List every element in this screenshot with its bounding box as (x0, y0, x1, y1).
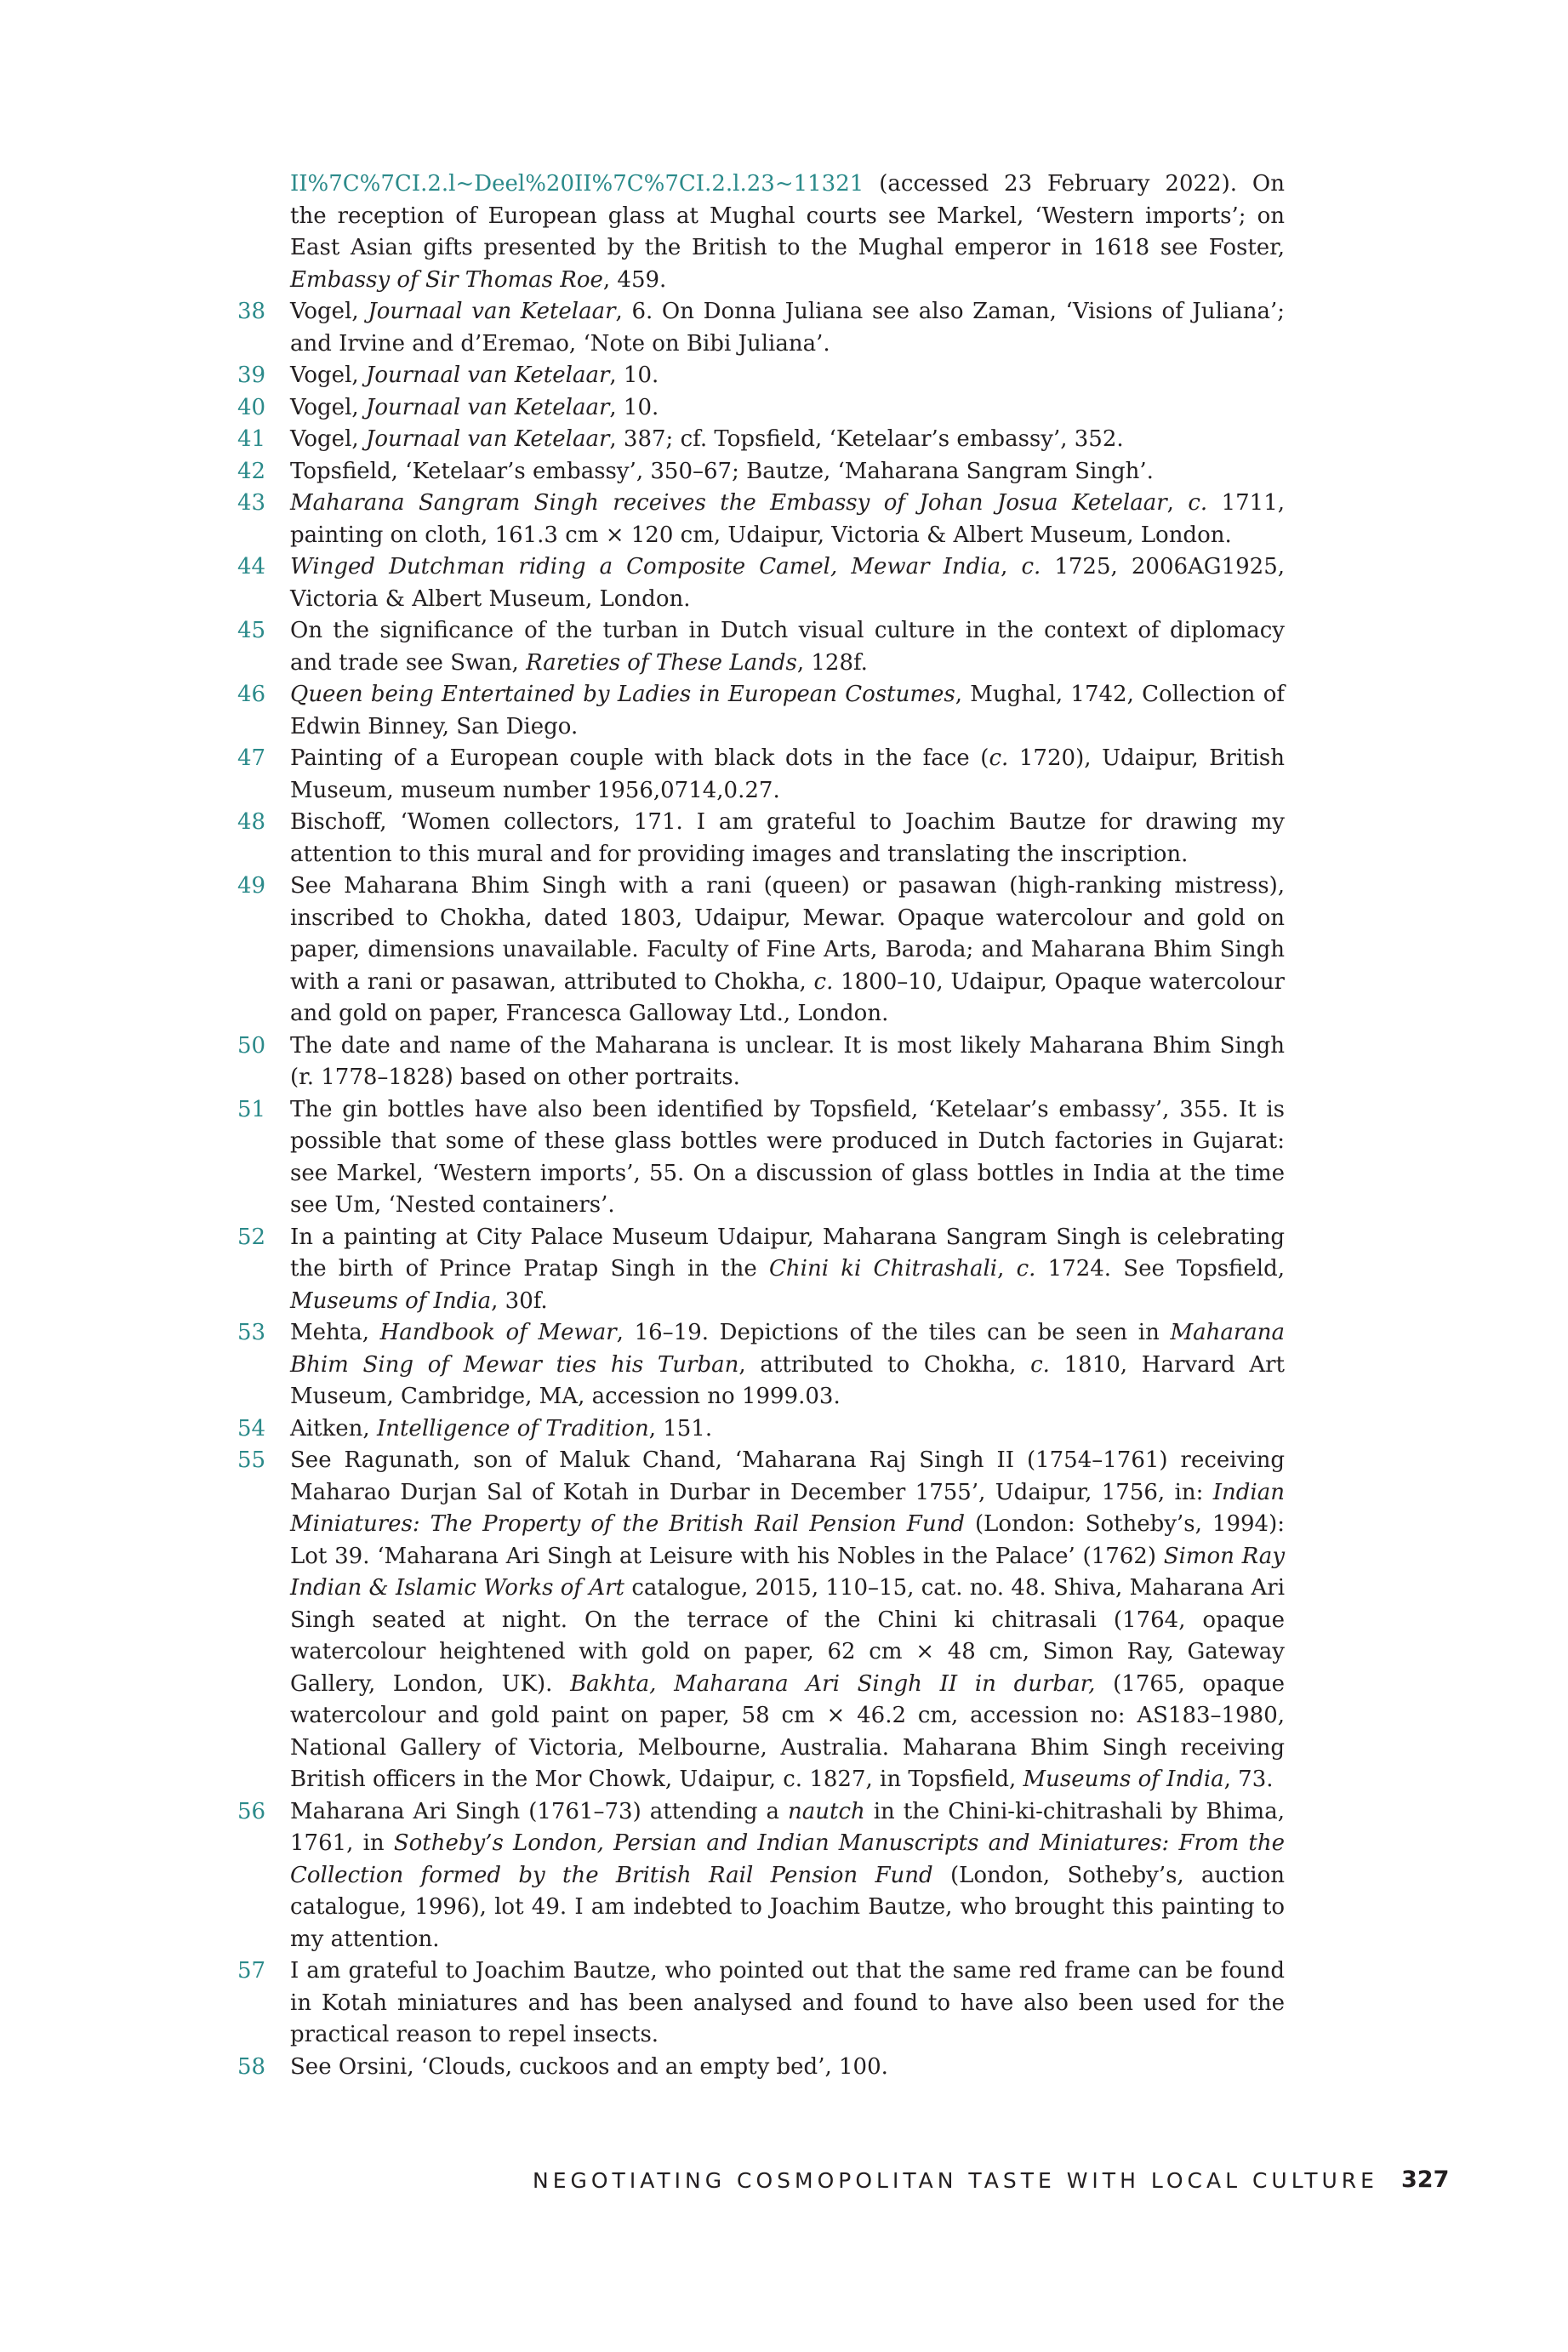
endnote-italic-text: Sotheby’s London, Persian and Indian Manuscripts and Miniatures: From the Collection formed by the British Rail Pension Fund (290, 1830, 1285, 1888)
endnote-text: , 128f. (796, 649, 868, 676)
endnote-text: , 10. (609, 363, 659, 388)
endnote-number: 41 (237, 426, 266, 452)
endnote-text: Painting of a European couple with black dots in the face ( (290, 745, 989, 771)
endnote-text: 1711, painting on cloth, 161.3 cm × 120 cm, Udaipur, Victoria & Albert Museum, London. (290, 490, 1286, 548)
endnote-italic-text: Maharana Sangram Singh receives the Embassy of Johan Josua Ketelaar (290, 490, 1167, 516)
endnote-text: , 10. (609, 394, 659, 420)
endnote (237, 2052, 1285, 2084)
endnote-text: (London, Sotheby’s, auction catalogue, 1996), lot 49. I am indebted to Joachim Bautze, who brought this painting to my attention. (290, 1862, 1285, 1952)
endnote-text: (London: Sotheby’s, 1994): Lot 39. ‘Maharana Ari Singh at Leisure with his Nobles in the Palace’ (1762) (290, 1511, 1285, 1569)
endnote-italic-text: Museums of India (290, 1287, 492, 1314)
endnote-text: , 73. (1223, 1767, 1274, 1792)
endnote (237, 360, 1285, 392)
endnote-italic-text: Bakhta, Maharana Ari Singh II in durbar, (570, 1670, 1096, 1697)
endnote (237, 871, 1285, 1030)
endnote-text: Bischoff, ‘Women collectors, 171. I am grateful to Joachim Bautze for drawing my attention to this mural and for providing images and translating the inscription. (290, 809, 1285, 867)
endnote-text: catalogue, 2015, 110–15, cat. no. 48. Shiva, Maharana Ari Singh seated at night. On the terrace of the Chini ki chitrasali (1764, opaque watercolour heightened with gold on paper, 62 cm × 48 cm, Simon Ray, Gateway Gallery, London, UK). (290, 1575, 1286, 1697)
endnote-number: 47 (237, 745, 266, 771)
endnote-text: 1800–10, Udaipur, Opaque watercolour and gold on paper, Francesca Galloway Ltd., London. (290, 968, 1285, 1026)
endnote-number: 45 (237, 618, 266, 643)
endnote (237, 1317, 1285, 1413)
endnote-text: , 30f. (491, 1287, 548, 1314)
endnote-number: 54 (237, 1415, 266, 1441)
endnote (237, 743, 1285, 807)
endnote-text: See Orsini, ‘Clouds, cuckoos and an empty bed’, 100. (290, 2053, 888, 2080)
endnote-italic-text: c. (1021, 554, 1041, 579)
endnote-text: Aitken, (290, 1415, 377, 1441)
endnote-italic-text: Rareties of These Lands (526, 649, 797, 676)
endnote-number: 44 (237, 554, 266, 579)
endnote-text: Vogel, (290, 394, 366, 420)
endnote-text: 1720), Udaipur, British Museum, museum number 1956,0714,0.27. (290, 745, 1285, 803)
endnote-text: , 16–19. Depictions of the tiles can be seen in (616, 1320, 1171, 1345)
endnote-number: 40 (237, 394, 266, 420)
endnote-text: , (1166, 490, 1189, 516)
endnote (237, 551, 1285, 615)
endnote-italic-text: Queen being Entertained by Ladies in European Costumes (290, 682, 955, 707)
endnote-italic-text: Chini ki Chitrashali (769, 1256, 998, 1282)
endnote (237, 1222, 1285, 1318)
endnote-url-link[interactable]: II%7C%7CI.2.l~Deel%20II%7C%7CI.2.l.23~11321 (290, 171, 864, 197)
endnote-number: 51 (237, 1096, 266, 1122)
endnote-number: 38 (237, 299, 266, 324)
endnote (237, 392, 1285, 425)
endnote (237, 1445, 1285, 1796)
endnote-number: 57 (237, 1958, 266, 1984)
endnote-text: , (997, 1256, 1017, 1282)
endnote (237, 296, 1285, 360)
endnote-number: 48 (237, 809, 266, 835)
endnote (237, 1796, 1285, 1956)
endnote-text: 1724. See Topsfield, (1035, 1256, 1286, 1282)
page-number: 327 (1401, 2166, 1450, 2193)
endnote-italic-text: c. (1016, 1256, 1036, 1282)
endnote-italic-text: Winged Dutchman riding a Composite Camel, Mewar India (290, 554, 1001, 579)
endnote-italic-text: nautch (788, 1798, 865, 1824)
endnote-text: 1725, 2006AG1925, Victoria & Albert Museum, London. (290, 554, 1286, 612)
endnote-text: , 151. (648, 1415, 713, 1441)
endnote-number: 52 (237, 1224, 266, 1250)
endnote-text: I am grateful to Joachim Bautze, who pointed out that the same red frame can be found in Kotah miniatures and has been analysed and found to have also been used for the practical reason to repel insects. (290, 1958, 1285, 2047)
endnote (237, 168, 1285, 296)
endnote-italic-text: c. (989, 745, 1009, 771)
endnote (237, 1955, 1285, 2052)
endnote (237, 424, 1285, 456)
endnote-text: The date and name of the Maharana is unclear. It is most likely Maharana Bhim Singh (r. 1778–1828) based on other portraits. (290, 1032, 1285, 1090)
endnote-italic-text: c. (813, 968, 834, 995)
endnote-number: 43 (237, 490, 266, 516)
endnote-text: Topsfield, ‘Ketelaar’s embassy’, 350–67; Bautze, ‘Maharana Sangram Singh’. (290, 458, 1154, 484)
endnote-text: , 459. (602, 266, 667, 293)
endnotes-list (237, 168, 1285, 2083)
endnote-number: 42 (237, 458, 266, 484)
endnote-italic-text: Journaal van Ketelaar (365, 426, 610, 452)
endnote-italic-text: c. (1030, 1351, 1050, 1378)
endnote-text: See Maharana Bhim Singh with a rani (queen) or pasawan (high-ranking mistress), inscribed to Chokha, dated 1803, Udaipur, Mewar. Opaque watercolour and gold on paper, dimensions unavailable. Faculty of Fine Arts, Baroda; and Maharana Bhim Singh with a rani or pasawan, attributed to Chokha, (290, 873, 1285, 995)
endnote-text: Mehta, (290, 1320, 380, 1345)
endnote-text: (1765, opaque watercolour and gold paint on paper, 58 cm × 46.2 cm, accession no: AS183–1980, National Gallery of Victoria, Melbourne, Australia. Maharana Bhim Singh receiving British officers in the Mor Chowk, Udaipur, c. 1827, in Topsfield, (290, 1670, 1285, 1792)
endnote-number: 49 (237, 873, 266, 899)
endnote-italic-text: Simon Ray Indian & Islamic Works of Art (290, 1543, 1286, 1601)
endnote-italic-text: Maharana Bhim Sing of Mewar ties his Turban (290, 1320, 1286, 1378)
endnote-text: In a painting at City Palace Museum Udaipur, Maharana Sangram Singh is celebrating the birth of Prince Pratap Singh in the (290, 1224, 1285, 1282)
endnote-italic-text: c. (1188, 490, 1208, 516)
endnote-number: 53 (237, 1320, 266, 1345)
endnote-text: 1810, Harvard Art Museum, Cambridge, MA, accession no 1999.03. (290, 1351, 1286, 1409)
endnote (237, 456, 1285, 488)
endnote-italic-text: Embassy of Sir Thomas Roe (290, 266, 603, 293)
endnote-number: 46 (237, 682, 266, 707)
endnote-number: 58 (237, 2053, 266, 2080)
running-footer-title: NEGOTIATING COSMOPOLITAN TASTE WITH LOCAL CULTURE (533, 2168, 1378, 2193)
endnote-text: See Ragunath, son of Maluk Chand, ‘Maharana Raj Singh II (1754–1761) receiving Maharao Durjan Sal of Kotah in Durbar in December 1755’, Udaipur, 1756, in: (290, 1447, 1285, 1505)
endnote-italic-text: Journaal van Ketelaar (365, 363, 610, 388)
endnote (237, 1094, 1285, 1222)
endnote (237, 1413, 1285, 1446)
endnote-text: Vogel, (290, 299, 368, 324)
endnote-italic-text: Journaal van Ketelaar (365, 394, 610, 420)
endnote-text: The gin bottles have also been identified by Topsfield, ‘Ketelaar’s embassy’, 355. It is possible that some of these glass bottles were produced in Dutch factories in Gujarat: see Markel, ‘Western imports’, 55. On a discussion of glass bottles in India at the time see Um, ‘Nested containers’. (290, 1096, 1285, 1218)
endnote-text: Vogel, (290, 426, 366, 452)
endnote-number: 55 (237, 1447, 266, 1473)
endnote (237, 488, 1285, 551)
endnote-text: , Mughal, 1742, Collection of Edwin Binney, San Diego. (290, 682, 1285, 739)
endnote-text: , 6. On Donna Juliana see also Zaman, ‘Visions of Juliana’; and Irvine and d’Eremao, ‘Note on Bibi Juliana’. (290, 299, 1285, 357)
endnote (237, 679, 1285, 743)
endnote-text: in the Chini-ki-chitrashali by Bhima, 1761, in (290, 1798, 1285, 1856)
endnote-text: On the significance of the turban in Dutch visual culture in the context of diplomacy and trade see Swan, (290, 618, 1285, 676)
endnote-text: , 387; cf. Topsfield, ‘Ketelaar’s embassy’, 352. (609, 426, 1124, 452)
endnote (237, 807, 1285, 871)
endnote-text: , (1001, 554, 1022, 579)
endnote-text: Vogel, (290, 363, 366, 388)
endnote-text: , attributed to Chokha, (738, 1351, 1031, 1378)
endnote-number: 39 (237, 363, 266, 388)
endnote-italic-text: Museums of India (1023, 1767, 1224, 1792)
endnote (237, 615, 1285, 679)
endnote-italic-text: Intelligence of Tradition (376, 1415, 649, 1441)
endnote-number: 50 (237, 1032, 266, 1059)
endnote-text: (accessed 23 February 2022). On the reception of European glass at Mughal courts see Markel, ‘Western imports’; on East Asian gifts presented by the British to the Mughal emperor in 1618 see Foster, (290, 171, 1285, 260)
endnote-italic-text: Handbook of Mewar (379, 1320, 617, 1345)
endnote (237, 1030, 1285, 1094)
endnote-number: 56 (237, 1798, 266, 1824)
endnote-italic-text: Journaal van Ketelaar (368, 299, 616, 324)
endnote-italic-text: Indian Miniatures: The Property of the British Rail Pension Fund (290, 1479, 1285, 1537)
endnote-text: Maharana Ari Singh (1761–73) attending a (290, 1798, 788, 1824)
